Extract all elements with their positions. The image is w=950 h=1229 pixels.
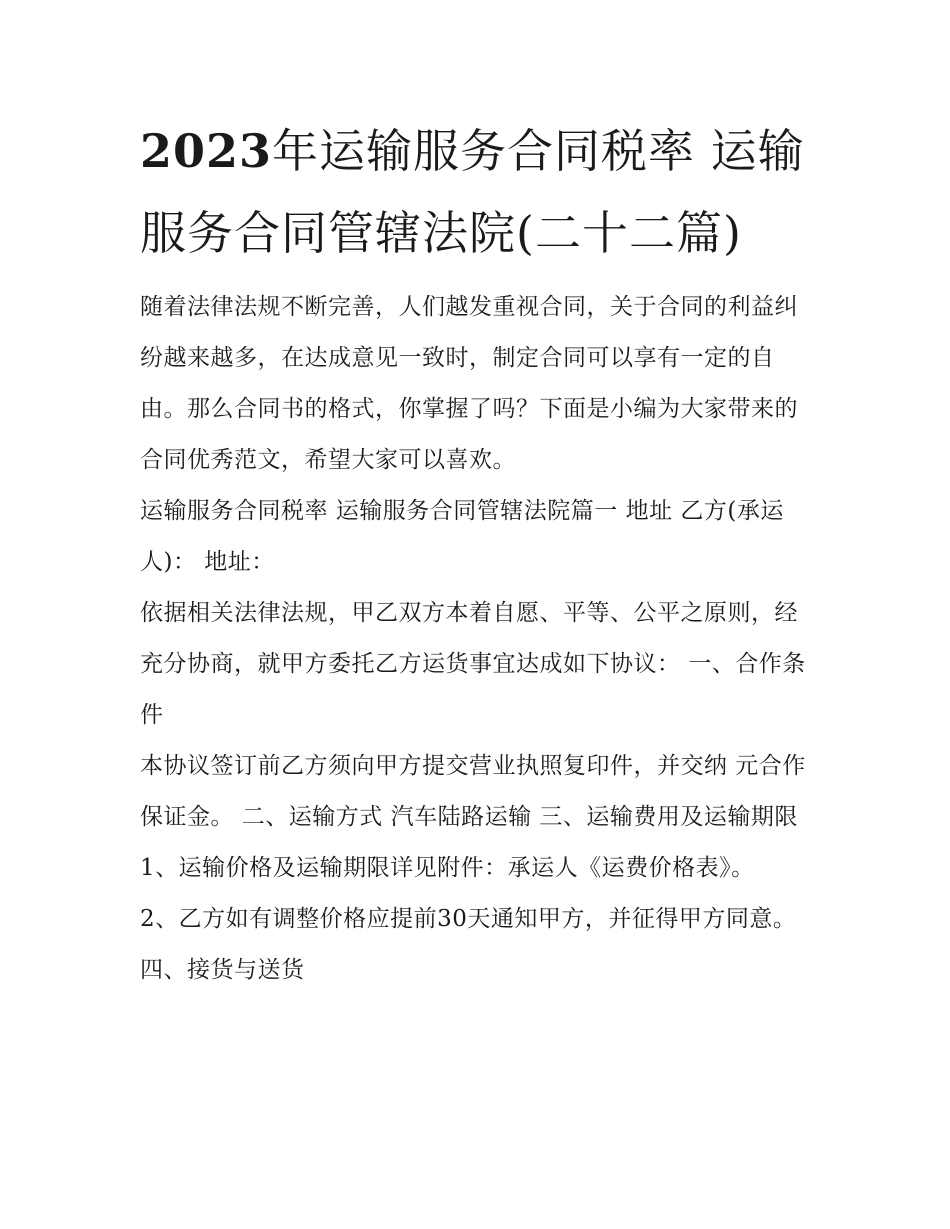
- title-year: 2023: [140, 124, 273, 178]
- paragraph-clause-2: 2、乙方如有调整价格应提前30天通知甲方，并征得甲方同意。 四、接货与送货: [140, 906, 797, 983]
- paragraph-clause-1: 1、运输价格及运输期限详见附件：承运人《运费价格表》。: [140, 855, 755, 881]
- paragraph-parties: 运输服务合同税率 运输服务合同管辖法院篇一 地址 乙方(承运人)： 地址：: [140, 498, 784, 575]
- document-title: [140, 110, 820, 274]
- document-page: [140, 110, 820, 996]
- title-text: 年运输服务合同税率 运输服务合同管辖法院(二十二篇): [140, 124, 805, 260]
- paragraph-basis: 依据相关法律法规，甲乙双方本着自愿、平等、公平之原则，经充分协商，就甲方委托乙方运货事宜达成如下协议： 一、合作条件: [140, 600, 806, 728]
- paragraph-conditions: 本协议签订前乙方须向甲方提交营业执照复印件，并交纳 元合作保证金。 二、运输方式 汽车陆路运输 三、运输费用及运输期限: [140, 753, 806, 830]
- paragraph-intro: 随着法律法规不断完善，人们越发重视合同，关于合同的利益纠纷越来越多，在达成意见一致时，制定合同可以享有一定的自由。那么合同书的格式，你掌握了吗？下面是小编为大家带来的合同优秀范文，希望大家可以喜欢。: [140, 294, 798, 473]
